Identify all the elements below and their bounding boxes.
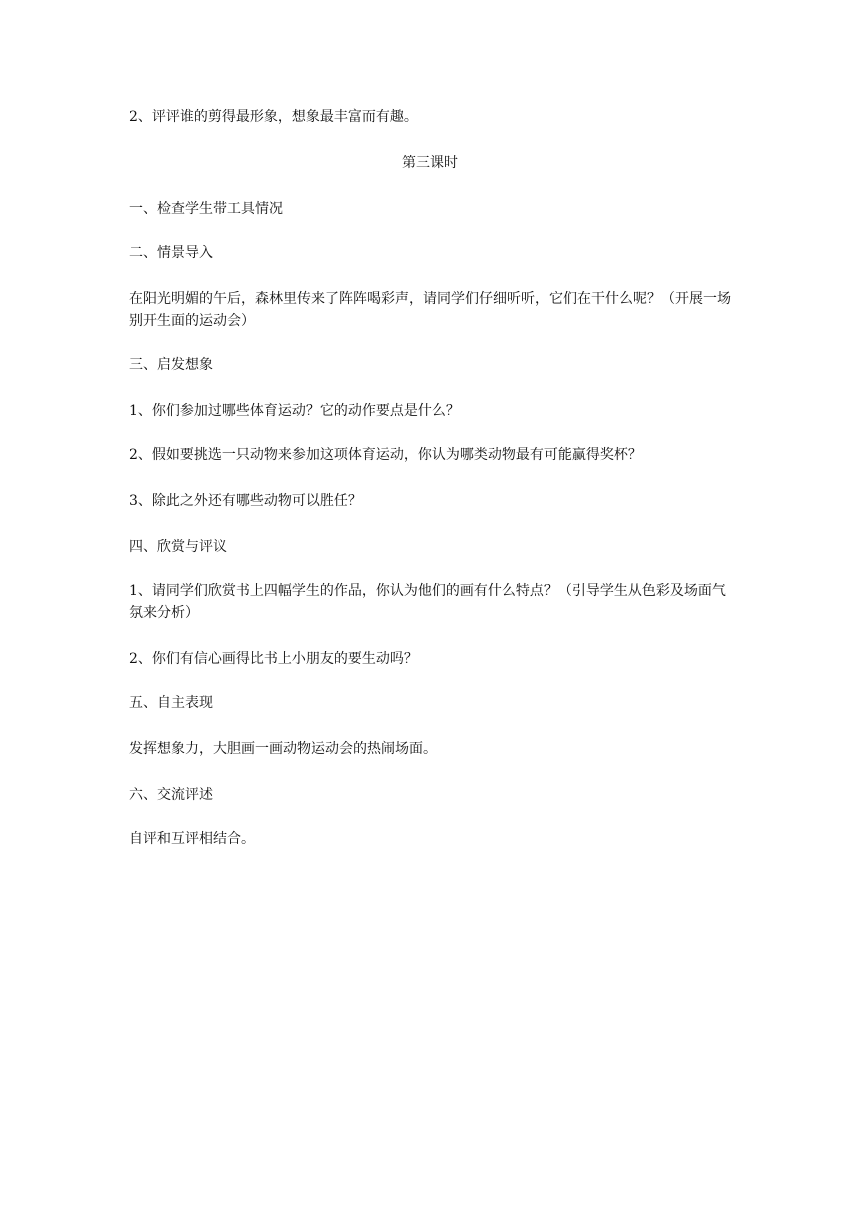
section-heading-appreciate-discuss: 四、欣赏与评议 xyxy=(129,539,227,555)
paragraph-self-expression: 发挥想象力，大胆画一画动物运动会的热闹场面。 xyxy=(129,741,437,757)
question-item-2: 2、假如要挑选一只动物来参加这项体育运动，你认为哪类动物最有可能赢得奖杯？ xyxy=(129,447,642,463)
paragraph-review-method: 自评和互评相结合。 xyxy=(129,831,255,847)
appreciation-item-1: 1、请同学们欣赏书上四幅学生的作品，你认为他们的画有什么特点？（引导学生从色彩及场面气氛来分析） xyxy=(129,583,726,621)
paragraph-scene-description: 在阳光明媚的午后，森林里传来了阵阵喝彩声，请同学们仔细听听，它们在干什么呢？（开展一场别开生面的运动会） xyxy=(129,291,731,329)
question-item-1: 1、你们参加过哪些体育运动？它的动作要点是什么？ xyxy=(129,403,460,419)
section-heading-exchange-review: 六、交流评述 xyxy=(129,787,213,803)
section-heading-check-tools: 一、检查学生带工具情况 xyxy=(129,201,283,217)
appreciation-item-2: 2、你们有信心画得比书上小朋友的要生动吗？ xyxy=(129,651,418,667)
paragraph-evaluate-cutting: 2、评评谁的剪得最形象，想象最丰富而有趣。 xyxy=(129,109,418,125)
section-heading-self-expression: 五、自主表现 xyxy=(129,695,213,711)
question-item-3: 3、除此之外还有哪些动物可以胜任？ xyxy=(129,493,362,509)
lesson-heading: 第三课时 xyxy=(402,155,458,171)
section-heading-scene-intro: 二、情景导入 xyxy=(129,245,213,261)
section-heading-inspire-imagination: 三、启发想象 xyxy=(129,357,213,373)
